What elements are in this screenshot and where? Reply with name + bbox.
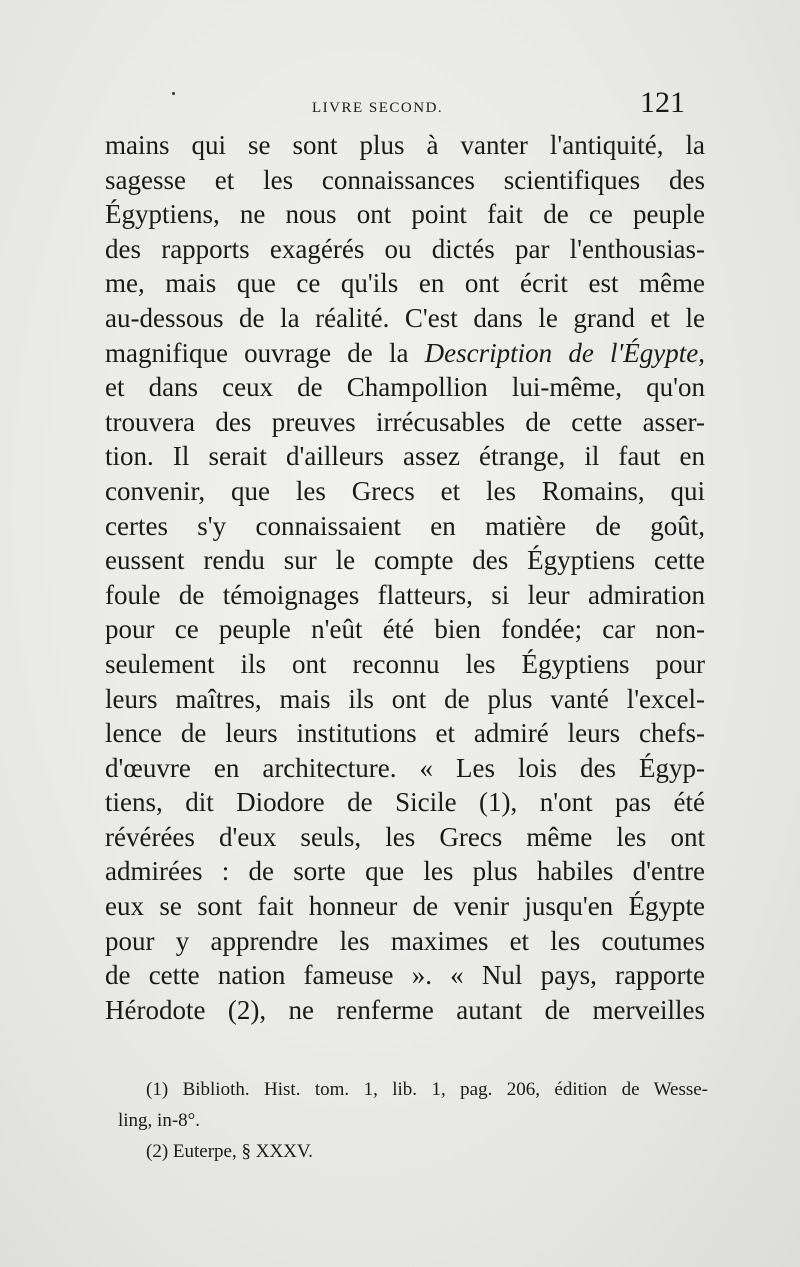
footnote-1: (1) Biblioth. Hist. tom. 1, lib. 1, pag. 206, édition de Wesse- (146, 1079, 708, 1100)
text-line: tiens, dit Diodore de Sicile (1), n'ont pas été (105, 787, 705, 818)
text-line: convenir, que les Grecs et les Romains, qui (105, 475, 705, 506)
text-line: des rapports exagérés ou dictés par l'enthousias- (105, 233, 705, 264)
footnote-2: (2) Euterpe, § XXXV. (146, 1141, 313, 1162)
text-line: admirées : de sorte que les plus habiles d'entre (105, 856, 705, 887)
text-line: trouvera des preuves irrécusables de cette asser- (105, 406, 705, 437)
body-text (105, 128, 705, 1027)
footnote-1-continuation: ling, in-8°. (118, 1110, 201, 1131)
text-line: seulement ils ont reconnu les Égyptiens pour (105, 648, 705, 679)
text-line: Hérodote (2), ne renferme autant de merveilles (105, 994, 705, 1025)
text-line (105, 336, 705, 371)
text-line: de cette nation fameuse ». « Nul pays, rapporte (105, 960, 705, 991)
text-line: foule de témoignages flatteurs, si leur admiration (105, 579, 705, 610)
text-line: au-dessous de la réalité. C'est dans le grand et le (105, 302, 705, 333)
text-segment: magnifique ouvrage de la (105, 337, 409, 368)
text-line: sagesse et les connaissances scientifiques des (105, 164, 705, 195)
text-line: pour ce peuple n'eût été bien fondée; car non- (105, 614, 705, 645)
text-line: me, mais que ce qu'ils en ont écrit est même (105, 268, 705, 299)
text-line: d'œuvre en architecture. « Les lois des Égyp- (105, 752, 705, 783)
text-line: pour y apprendre les maximes et les coutumes (105, 925, 705, 956)
text-line: certes s'y connaissaient en matière de goût, (105, 510, 705, 541)
text-segment: , (698, 337, 705, 368)
text-line: eussent rendu sur le compte des Égyptiens cette (105, 545, 705, 576)
text-line: eux se sont fait honneur de venir jusqu'en Égypte (105, 891, 705, 922)
footnotes (118, 1074, 708, 1167)
text-line: tion. Il serait d'ailleurs assez étrange, il faut en (105, 441, 705, 472)
page-header (0, 86, 800, 126)
italic-title: Description de l'Égypte (424, 337, 699, 368)
text-line: révérées d'eux seuls, les Grecs même les ont (105, 821, 705, 852)
running-head: LIVRE SECOND. (312, 100, 444, 116)
text-line: Égyptiens, ne nous ont point fait de ce peuple (105, 199, 705, 230)
page-number: 121 (640, 86, 685, 119)
text-line: mains qui se sont plus à vanter l'antiquité, la (105, 130, 705, 160)
text-line: et dans ceux de Champollion lui-même, qu'on (105, 372, 705, 403)
text-line: lence de leurs institutions et admiré leurs chefs- (105, 718, 705, 749)
text-line: leurs maîtres, mais ils ont de plus vanté l'excel- (105, 683, 705, 714)
